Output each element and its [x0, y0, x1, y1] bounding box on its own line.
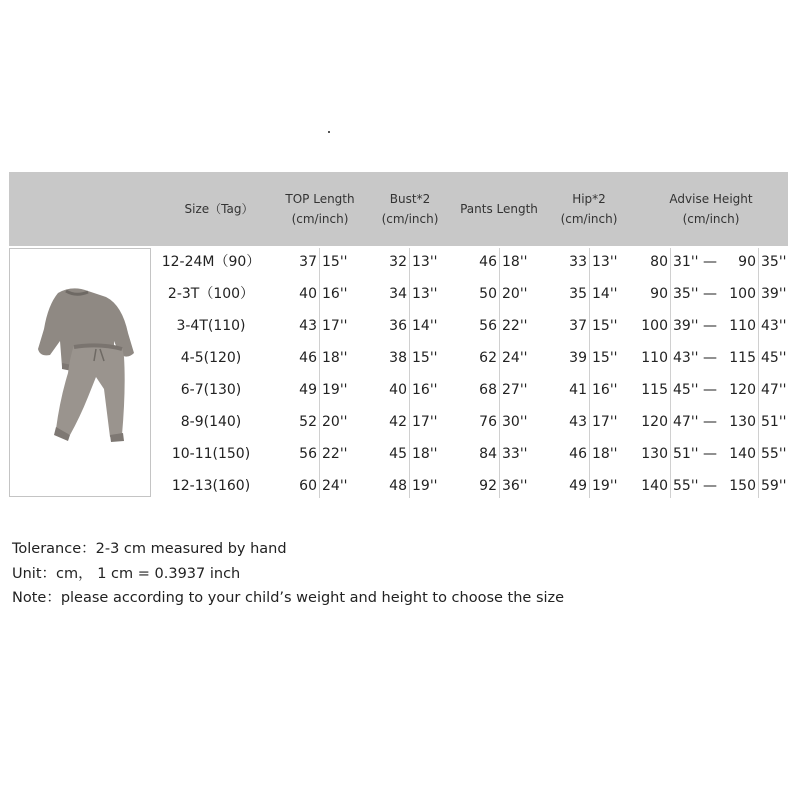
size-cell: 12-24M（90）: [161, 254, 261, 270]
table-row: [0, 440, 800, 472]
pants-cm-cell: 68: [479, 382, 497, 398]
hip-in-cell: 17'': [592, 414, 618, 430]
hip-cm-cell: 46: [569, 446, 587, 462]
top-cm-cell: 37: [299, 254, 317, 270]
height-max-cm-cell: 90: [738, 254, 756, 270]
table-row: [0, 280, 800, 312]
height-max-cm-cell: 100: [729, 286, 756, 302]
bust-in-cell: 13'': [412, 286, 438, 302]
height-min-cm-cell: 100: [641, 318, 668, 334]
top-in-cell: 17'': [322, 318, 348, 334]
size-cell: 6-7(130): [180, 382, 242, 398]
header-pants-length-label: Pants Length: [460, 202, 538, 216]
unit-note: Unit：cm， 1 cm = 0.3937 inch: [12, 565, 241, 582]
height-min-in-cell: 31'': [673, 254, 699, 270]
hip-cm-cell: 49: [569, 478, 587, 494]
stray-dot: [328, 131, 330, 133]
size-notes: [12, 537, 564, 611]
top-cm-cell: 60: [299, 478, 317, 494]
height-separator: —: [703, 254, 717, 270]
hip-cm-cell: 43: [569, 414, 587, 430]
bust-cm-cell: 38: [389, 350, 407, 366]
top-cm-cell: 43: [299, 318, 317, 334]
bust-in-cell: 13'': [412, 254, 438, 270]
header-bust: [367, 172, 453, 246]
top-in-cell: 20'': [322, 414, 348, 430]
choose-size-note: Note：please according to your child’s weight and height to choose the size: [12, 590, 565, 606]
height-min-cm-cell: 140: [641, 478, 668, 494]
size-cell: 10-11(150): [171, 446, 251, 462]
height-separator: —: [703, 286, 717, 302]
height-min-in-cell: 47'': [673, 414, 699, 430]
pants-in-cell: 33'': [502, 446, 528, 462]
height-max-in-cell: 39'': [761, 286, 787, 302]
top-in-cell: 15'': [322, 254, 348, 270]
top-in-cell: 18'': [322, 350, 348, 366]
header-advise-height: [654, 172, 768, 246]
height-max-cm-cell: 110: [729, 318, 756, 334]
top-in-cell: 19'': [322, 382, 348, 398]
pants-in-cell: 22'': [502, 318, 528, 334]
hip-in-cell: 13'': [592, 254, 618, 270]
size-cell: 8-9(140): [180, 414, 242, 430]
height-max-cm-cell: 140: [729, 446, 756, 462]
bust-in-cell: 15'': [412, 350, 438, 366]
table-row: [0, 344, 800, 376]
bust-cm-cell: 40: [389, 382, 407, 398]
bust-in-cell: 17'': [412, 414, 438, 430]
hip-cm-cell: 39: [569, 350, 587, 366]
table-row: [0, 408, 800, 440]
hip-in-cell: 15'': [592, 318, 618, 334]
hip-in-cell: 16'': [592, 382, 618, 398]
height-min-cm-cell: 90: [650, 286, 668, 302]
header-bust-label: Bust*2: [389, 192, 431, 206]
height-min-cm-cell: 120: [641, 414, 668, 430]
hip-cm-cell: 37: [569, 318, 587, 334]
top-in-cell: 16'': [322, 286, 348, 302]
height-max-in-cell: 51'': [761, 414, 787, 430]
top-in-cell: 22'': [322, 446, 348, 462]
hip-in-cell: 14'': [592, 286, 618, 302]
size-cell: 2-3T（100）: [167, 286, 255, 302]
tolerance-note: Tolerance：2-3 cm measured by hand: [12, 541, 287, 557]
header-top-length-unit: (cm/inch): [291, 212, 349, 226]
header-pants-length: [455, 172, 543, 246]
pants-cm-cell: 62: [479, 350, 497, 366]
bust-cm-cell: 48: [389, 478, 407, 494]
hip-cm-cell: 41: [569, 382, 587, 398]
height-min-in-cell: 45'': [673, 382, 699, 398]
bust-in-cell: 16'': [412, 382, 438, 398]
header-hip-unit: (cm/inch): [560, 212, 618, 226]
table-row: [0, 376, 800, 408]
header-top-length: [274, 172, 366, 246]
height-max-cm-cell: 130: [729, 414, 756, 430]
height-min-cm-cell: 115: [641, 382, 668, 398]
bust-cm-cell: 36: [389, 318, 407, 334]
height-max-cm-cell: 115: [729, 350, 756, 366]
height-min-in-cell: 43'': [673, 350, 699, 366]
height-separator: —: [703, 382, 717, 398]
header-height-label: Advise Height: [669, 192, 753, 206]
pants-cm-cell: 46: [479, 254, 497, 270]
bust-in-cell: 14'': [412, 318, 438, 334]
pants-in-cell: 27'': [502, 382, 528, 398]
pants-in-cell: 36'': [502, 478, 528, 494]
height-max-in-cell: 43'': [761, 318, 787, 334]
height-max-in-cell: 55'': [761, 446, 787, 462]
hip-cm-cell: 33: [569, 254, 587, 270]
bust-cm-cell: 32: [389, 254, 407, 270]
bust-cm-cell: 34: [389, 286, 407, 302]
table-header: [9, 172, 788, 246]
pants-cm-cell: 50: [479, 286, 497, 302]
pants-in-cell: 18'': [502, 254, 528, 270]
header-bust-unit: (cm/inch): [381, 212, 439, 226]
bust-cm-cell: 42: [389, 414, 407, 430]
height-separator: —: [703, 414, 717, 430]
height-separator: —: [703, 446, 717, 462]
height-min-in-cell: 35'': [673, 286, 699, 302]
height-max-cm-cell: 150: [729, 478, 756, 494]
pants-in-cell: 20'': [502, 286, 528, 302]
size-cell: 3-4T(110): [176, 318, 246, 334]
pants-cm-cell: 56: [479, 318, 497, 334]
height-max-cm-cell: 120: [729, 382, 756, 398]
top-in-cell: 24'': [322, 478, 348, 494]
header-height-unit: (cm/inch): [682, 212, 740, 226]
bust-cm-cell: 45: [389, 446, 407, 462]
height-min-cm-cell: 80: [650, 254, 668, 270]
hip-in-cell: 18'': [592, 446, 618, 462]
header-size: [159, 172, 279, 246]
top-cm-cell: 52: [299, 414, 317, 430]
size-cell: 12-13(160): [171, 478, 251, 494]
pants-in-cell: 30'': [502, 414, 528, 430]
top-cm-cell: 46: [299, 350, 317, 366]
height-min-cm-cell: 130: [641, 446, 668, 462]
height-min-in-cell: 39'': [673, 318, 699, 334]
height-max-in-cell: 35'': [761, 254, 787, 270]
header-hip-label: Hip*2: [572, 192, 606, 206]
table-row: [0, 248, 800, 280]
header-size-label: Size（Tag）: [184, 202, 254, 216]
height-min-in-cell: 55'': [673, 478, 699, 494]
hip-in-cell: 15'': [592, 350, 618, 366]
height-separator: —: [703, 350, 717, 366]
pants-cm-cell: 92: [479, 478, 497, 494]
height-separator: —: [703, 478, 717, 494]
pants-cm-cell: 84: [479, 446, 497, 462]
hip-in-cell: 19'': [592, 478, 618, 494]
height-separator: —: [703, 318, 717, 334]
bust-in-cell: 19'': [412, 478, 438, 494]
top-cm-cell: 40: [299, 286, 317, 302]
pants-in-cell: 24'': [502, 350, 528, 366]
header-top-length-label: TOP Length: [285, 192, 355, 206]
pants-cm-cell: 76: [479, 414, 497, 430]
size-cell: 4-5(120): [180, 350, 242, 366]
header-hip: [545, 172, 633, 246]
top-cm-cell: 49: [299, 382, 317, 398]
table-row: [0, 472, 800, 504]
top-cm-cell: 56: [299, 446, 317, 462]
height-max-in-cell: 59'': [761, 478, 787, 494]
table-row: [0, 312, 800, 344]
bust-in-cell: 18'': [412, 446, 438, 462]
height-min-cm-cell: 110: [641, 350, 668, 366]
height-min-in-cell: 51'': [673, 446, 699, 462]
height-max-in-cell: 45'': [761, 350, 787, 366]
height-max-in-cell: 47'': [761, 382, 787, 398]
hip-cm-cell: 35: [569, 286, 587, 302]
